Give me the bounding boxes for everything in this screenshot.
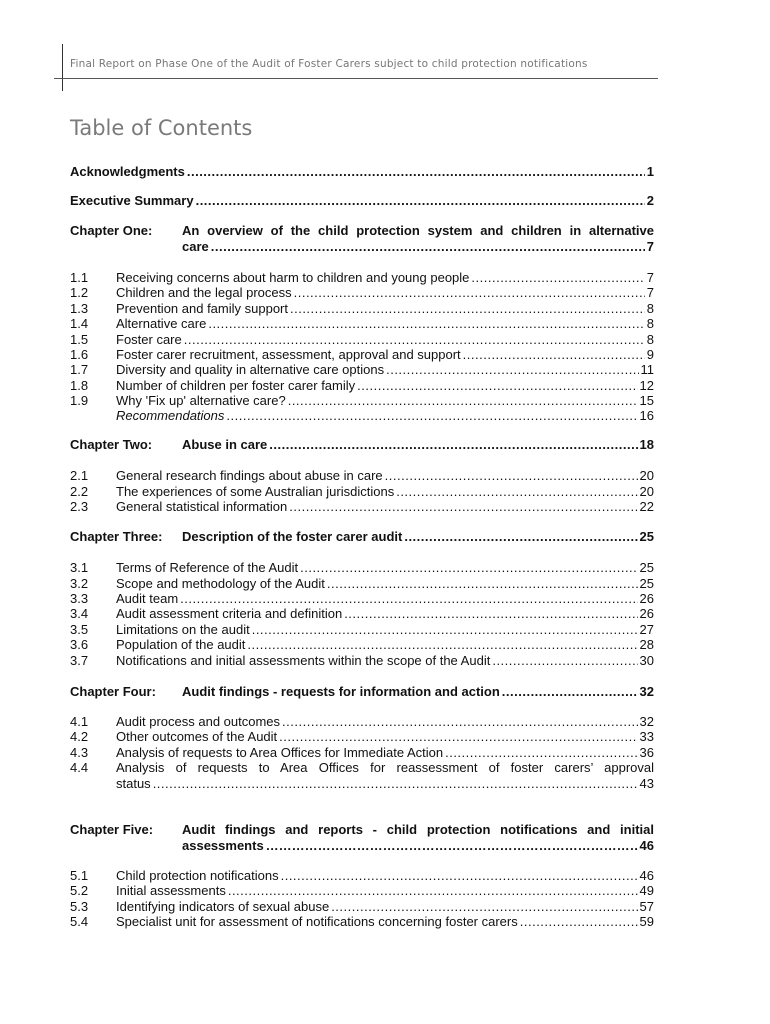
toc-entry[interactable]: 3.5 Limitations on the audit ..... 27 bbox=[70, 622, 654, 638]
toc-chapter-two[interactable]: Chapter Two: Abuse in care ..... 18 bbox=[70, 437, 654, 453]
toc-entry[interactable]: 5.1 Child protection notifications ..... 46 bbox=[70, 868, 654, 884]
toc-entry[interactable]: 2.1 General research findings about abuse in care ..... 20 bbox=[70, 468, 654, 484]
toc-entry[interactable]: 1.4 Alternative care ..... 8 bbox=[70, 316, 654, 332]
toc-entry[interactable]: 1.9 Why 'Fix up' alternative care? ..... 15 bbox=[70, 393, 654, 409]
chapter-title-line: Audit findings and reports - child protection notifications and initial bbox=[182, 822, 654, 837]
toc-entry-4-4[interactable]: 4.4 Analysis of requests to Area Offices for reassessment of foster carers’ approval status ..... 43 bbox=[70, 760, 654, 792]
toc-chapter-three[interactable]: Chapter Three: Description of the foster carer audit ..... 25 bbox=[70, 529, 654, 545]
toc-entry[interactable]: 3.3 Audit team ..... 26 bbox=[70, 591, 654, 607]
toc-entry[interactable]: 5.2 Initial assessments ..... 49 bbox=[70, 883, 654, 899]
toc-entry[interactable]: 1.8 Number of children per foster carer family ..... 12 bbox=[70, 378, 654, 394]
toc-entry[interactable]: 5.4 Specialist unit for assessment of notifications concerning foster carers ..... 59 bbox=[70, 914, 654, 930]
toc-entry[interactable]: 4.3 Analysis of requests to Area Offices for Immediate Action ..... 36 bbox=[70, 745, 654, 761]
toc-entry[interactable]: 1.2 Children and the legal process ..... 7 bbox=[70, 285, 654, 301]
toc-entry[interactable]: 3.2 Scope and methodology of the Audit ..... 25 bbox=[70, 576, 654, 592]
page-number: 46 bbox=[639, 838, 654, 853]
toc-entry-recommendations[interactable]: Recommendations ..... 16 bbox=[70, 408, 654, 424]
toc-entry[interactable]: 1.7 Diversity and quality in alternative care options ..... 11 bbox=[70, 362, 654, 378]
toc-entry[interactable]: 2.3 General statistical information ..... 22 bbox=[70, 499, 654, 515]
toc-entry[interactable]: 4.1 Audit process and outcomes ..... 32 bbox=[70, 714, 654, 730]
chapter-title-line: care bbox=[182, 239, 209, 254]
toc-entry[interactable]: 3.4 Audit assessment criteria and definition ..... 26 bbox=[70, 606, 654, 622]
toc-entry[interactable]: 2.2 The experiences of some Australian jurisdictions ..... 20 bbox=[70, 484, 654, 500]
toc-chapter-four[interactable]: Chapter Four: Audit findings - requests for information and action ..... 32 bbox=[70, 684, 654, 700]
page-title: Table of Contents bbox=[70, 116, 253, 140]
toc-entry[interactable]: 3.7 Notifications and initial assessments within the scope of the Audit ..... 30 bbox=[70, 653, 654, 669]
toc-chapter-one[interactable]: Chapter One: An overview of the child protection system and children in alternative care ..... 7 bbox=[70, 223, 654, 257]
toc-entry[interactable]: 1.6 Foster carer recruitment, assessment, approval and support ..... 9 bbox=[70, 347, 654, 363]
entry-title-line: status bbox=[116, 776, 151, 791]
chapter-title-line: assessments bbox=[182, 838, 264, 853]
toc-entry[interactable]: 1.1 Receiving concerns about harm to children and young people ..... 7 bbox=[70, 270, 654, 286]
toc-entry[interactable]: 1.3 Prevention and family support ..... 8 bbox=[70, 301, 654, 317]
entry-title-line: Analysis of requests to Area Offices for reassessment of foster carers’ approval bbox=[116, 760, 654, 775]
header-vertical-rule bbox=[62, 44, 63, 91]
toc-chapter-five[interactable]: Chapter Five: Audit findings and reports - child protection notifications and initial assessments ………………………………………………………………………………………………………………………………………… 46 bbox=[70, 822, 654, 856]
toc-entry[interactable]: 5.3 Identifying indicators of sexual abuse ..... 57 bbox=[70, 899, 654, 915]
toc-entry[interactable]: 3.6 Population of the audit ..... 28 bbox=[70, 637, 654, 653]
toc-entry-acknowledgments[interactable]: Acknowledgments ..... 1 bbox=[70, 164, 654, 180]
page-number: 7 bbox=[646, 239, 654, 254]
page-number: 43 bbox=[639, 776, 654, 791]
toc-entry[interactable]: 4.2 Other outcomes of the Audit ..... 33 bbox=[70, 729, 654, 745]
running-header: Final Report on Phase One of the Audit of Foster Carers subject to child protection notifications bbox=[70, 58, 588, 70]
toc-entry-executive-summary[interactable]: Executive Summary ..... 2 bbox=[70, 193, 654, 209]
toc-entry[interactable]: 1.5 Foster care ..... 8 bbox=[70, 332, 654, 348]
header-horizontal-rule bbox=[54, 78, 658, 79]
toc-entry[interactable]: 3.1 Terms of Reference of the Audit ..... 25 bbox=[70, 560, 654, 576]
chapter-title-line: An overview of the child protection system and children in alternative bbox=[182, 223, 654, 238]
